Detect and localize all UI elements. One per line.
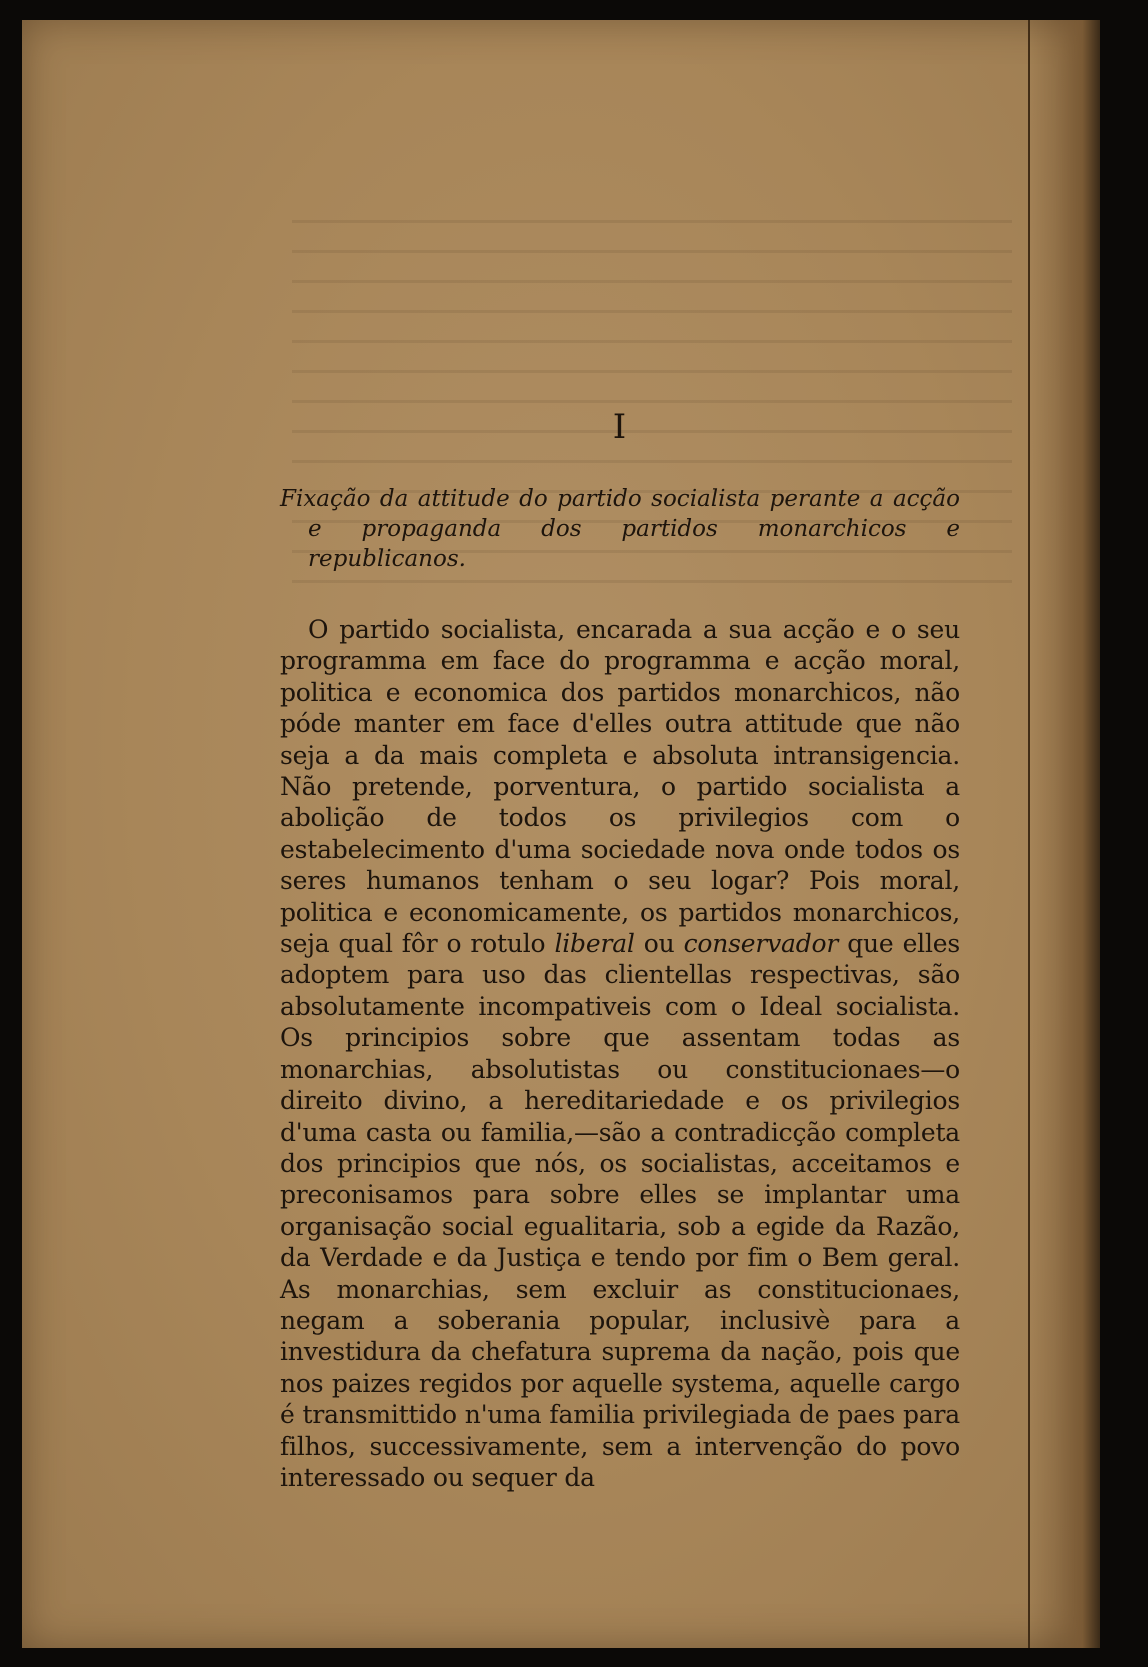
paragraph-text-2: ou <box>634 929 684 959</box>
paragraph-text-3: que elles adoptem para uso das clientellas respectivas, são absolutamente incompativeis com o Ideal socialista. Os principios sobre que assentam todas as monarchias, absolutistas ou constitucionaes—o direito divino, a hereditariedade e os privilegios d'uma casta ou familia,—são a contradicção completa dos principios que nós, os socialistas, acceitamos e preconisamos para sobre elles se implantar uma organisação social egualitaria, sob a egide da Razão, da Verdade e da Justiça e tendo por fim o Bem geral. As monarchias, sem excluir as constitucionaes, negam a soberania popular, inclusivè para a investidura da chefatura suprema da nação, pois que nos paizes regidos por aquelle systema, aquelle cargo é transmittido n'uma familia privilegiada de paes para filhos, successivamente, sem a intervenção do povo interessado ou sequer da <box>280 929 960 1492</box>
chapter-summary: Fixação da attitude do partido socialista perante a acção e propaganda dos partidos monarchicos e republicanos. <box>280 486 960 572</box>
paragraph-text-1: O partido socialista, encarada a sua acção e o seu programma em face do programma e acção moral, politica e economica dos partidos monarchicos, não póde manter em face d'elles outra attitude que não seja a da mais completa e absoluta intransigencia. Não pretende, porventura, o partido socialista a abolição de todos os privilegios com o estabelecimento d'uma sociedade nova onde todos os seres humanos tenham o seu logar? Pois moral, politica e economicamente, os partidos monarchicos, seja qual fôr o rotulo <box>280 615 960 959</box>
term-conservador: conservador <box>683 929 839 959</box>
page-content <box>280 407 960 1493</box>
chapter-numeral: I <box>612 407 628 447</box>
book-page <box>22 20 1100 1648</box>
body-paragraph <box>280 614 960 1493</box>
term-liberal: liberal <box>554 929 635 959</box>
page-edge <box>1028 20 1100 1648</box>
